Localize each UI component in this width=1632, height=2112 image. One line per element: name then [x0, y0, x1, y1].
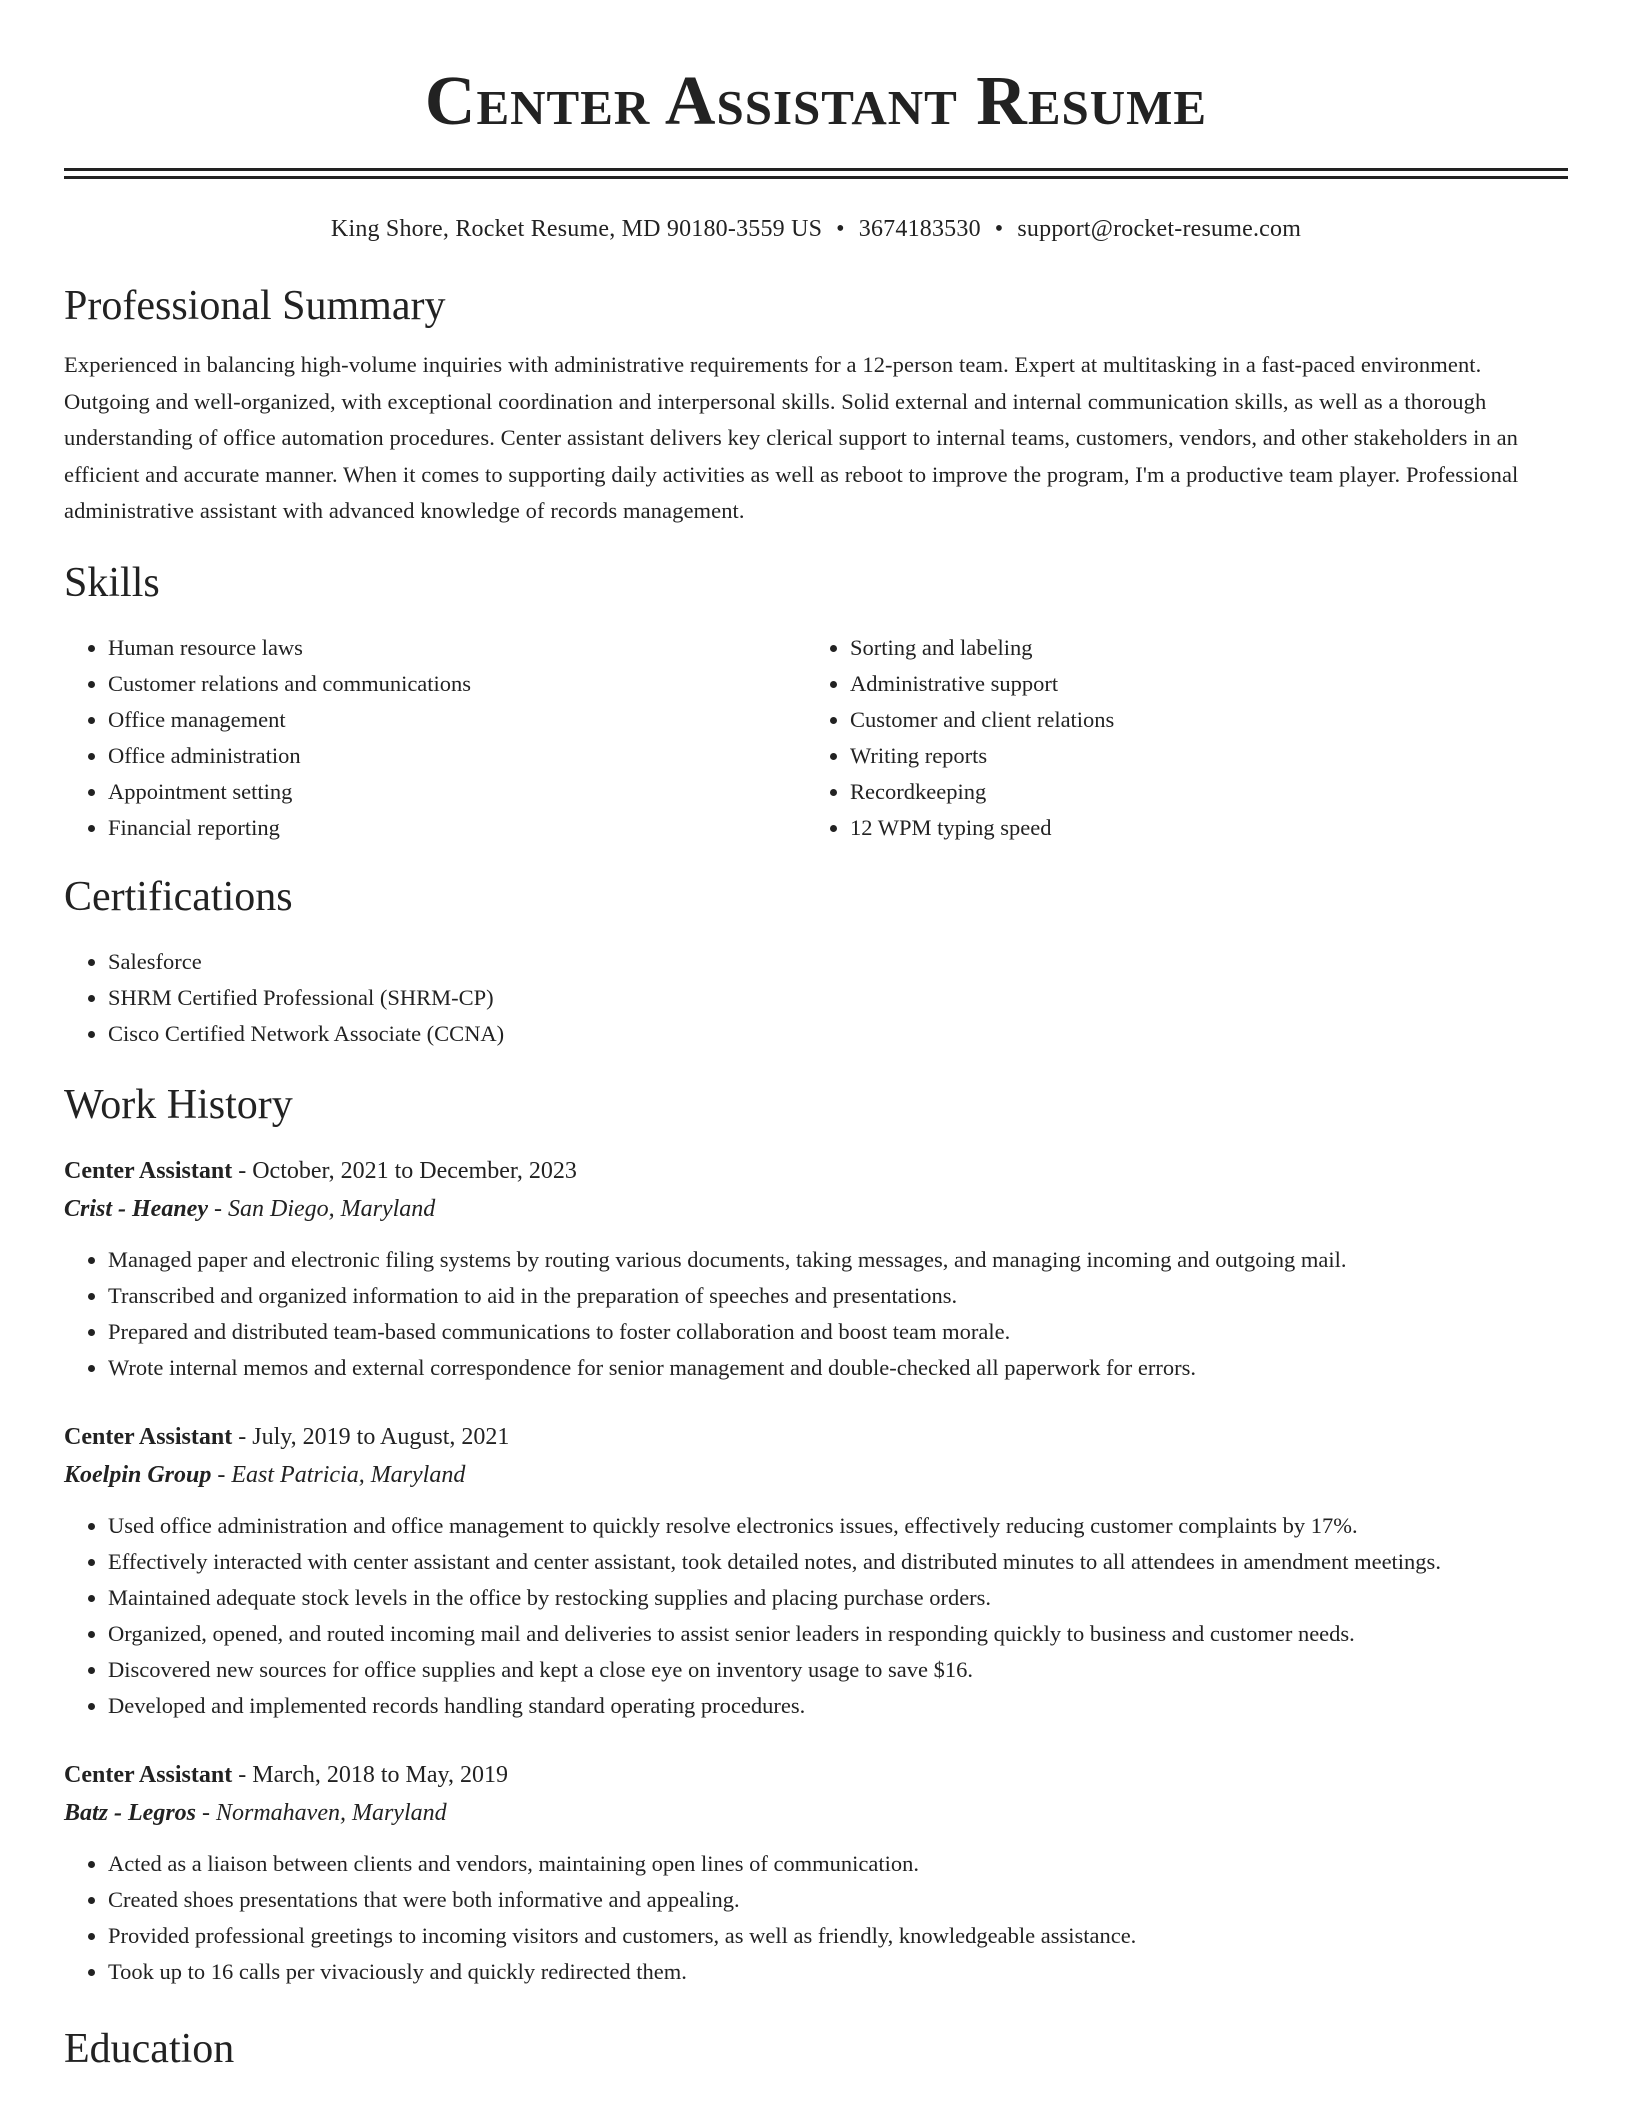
- list-item: • Human resource laws: [108, 630, 806, 666]
- list-item: • Transcribed and organized information to aid in the preparation of speeches and presentations.: [108, 1278, 1568, 1314]
- list-item: • Developed and implemented records handling standard operating procedures.: [108, 1688, 1568, 1724]
- resume-page: [64, 0, 1568, 2076]
- job-entry-1: [64, 1152, 1568, 1386]
- list-item: • Office management: [108, 702, 806, 738]
- job-company-line: [64, 1794, 1568, 1832]
- list-item: • 12 WPM typing speed: [850, 810, 1548, 846]
- list-item: • Customer and client relations: [850, 702, 1548, 738]
- skills-list-right: [806, 630, 1548, 846]
- job-location: - East Patricia, Maryland: [211, 1461, 466, 1488]
- contact-separator: •: [994, 216, 1004, 242]
- list-item: • Effectively interacted with center assistant and center assistant, took detailed notes, and distributed minutes to all attendees in amendment meetings.: [108, 1544, 1568, 1580]
- skills-heading: Skills: [64, 559, 160, 606]
- job-title-line: [64, 1152, 1568, 1190]
- contact-phone: 3674183530: [858, 216, 981, 242]
- list-item: • Sorting and labeling: [850, 630, 1548, 666]
- job-title: Center Assistant: [64, 1157, 233, 1184]
- list-item: • Cisco Certified Network Associate (CCNA): [108, 1016, 1568, 1052]
- list-item: • Used office administration and office management to quickly resolve electronics issues, effectively reducing customer complaints by 17%.: [108, 1508, 1568, 1544]
- summary-heading: Professional Summary: [64, 283, 446, 329]
- list-item: • Maintained adequate stock levels in the office by restocking supplies and placing purchase orders.: [108, 1580, 1568, 1616]
- job-title: Center Assistant: [64, 1423, 233, 1450]
- job-bullets: [64, 1846, 1568, 1990]
- certifications-heading: Certifications: [64, 873, 293, 920]
- list-item: • Writing reports: [850, 738, 1548, 774]
- job-dates: - March, 2018 to May, 2019: [232, 1761, 508, 1788]
- contact-address: King Shore, Rocket Resume, MD 90180-3559 US: [330, 216, 823, 242]
- contact-line: [64, 213, 1568, 245]
- job-title-line: [64, 1756, 1568, 1794]
- list-item: • Discovered new sources for office supplies and kept a close eye on inventory usage to save $16.: [108, 1652, 1568, 1688]
- list-item: • Prepared and distributed team-based communications to foster collaboration and boost team morale.: [108, 1314, 1568, 1350]
- job-entry-2: [64, 1418, 1568, 1724]
- job-title-line: [64, 1418, 1568, 1456]
- skills-columns: [64, 630, 1568, 846]
- contact-email: support@rocket-resume.com: [1017, 216, 1302, 242]
- list-item: • Managed paper and electronic filing systems by routing various documents, taking messages, and managing incoming and outgoing mail.: [108, 1242, 1568, 1278]
- list-item: • Office administration: [108, 738, 806, 774]
- job-dates: - October, 2021 to December, 2023: [232, 1157, 577, 1184]
- job-company-line: [64, 1190, 1568, 1228]
- list-item: • Wrote internal memos and external correspondence for senior management and double-checked all paperwork for errors.: [108, 1350, 1568, 1386]
- list-item: • Recordkeeping: [850, 774, 1548, 810]
- skills-list-left: [64, 630, 806, 846]
- list-item: • Salesforce: [108, 944, 1568, 980]
- education-heading: Education: [64, 2025, 235, 2072]
- work-history-heading: Work History: [64, 1081, 293, 1128]
- contact-separator: •: [836, 216, 845, 242]
- summary-text: Experienced in balancing high-volume inquiries with administrative requirements for a 12-person team. Expert at multitasking in a fast-paced environment. Outgoing and well-organized, with exceptional coordination and interpersonal skills. Solid external and internal communication skills, as well as a thorough understanding of office automation procedures. Center assistant delivers key clerical support to internal teams, customers, vendors, and other stakeholders in an efficient and accurate manner. When it comes to supporting daily activities as well as reboot to improve the program, I'm a productive team player. Professional administrative assistant with advanced knowledge of records management.: [64, 352, 1519, 523]
- list-item: • SHRM Certified Professional (SHRM-CP): [108, 980, 1568, 1016]
- job-company: Batz - Legros: [64, 1799, 196, 1826]
- job-entry-3: [64, 1756, 1568, 1990]
- resume-title: Center Assistant Resume: [424, 63, 1208, 140]
- job-company: Koelpin Group: [64, 1461, 212, 1488]
- job-location: - San Diego, Maryland: [208, 1195, 436, 1222]
- job-company-line: [64, 1456, 1568, 1494]
- title-double-rule: [64, 168, 1568, 179]
- skills-column-left: [64, 630, 806, 846]
- job-title: Center Assistant: [64, 1761, 233, 1788]
- certifications-list: [64, 944, 1568, 1052]
- job-dates: - July, 2019 to August, 2021: [232, 1423, 510, 1450]
- job-bullets: [64, 1508, 1568, 1724]
- job-bullets: [64, 1242, 1568, 1386]
- list-item: • Customer relations and communications: [108, 666, 806, 702]
- list-item: • Appointment setting: [108, 774, 806, 810]
- job-company: Crist - Heaney: [64, 1195, 208, 1222]
- list-item: • Financial reporting: [108, 810, 806, 846]
- job-location: - Normahaven, Maryland: [196, 1799, 447, 1826]
- list-item: • Created shoes presentations that were both informative and appealing.: [108, 1882, 1568, 1918]
- skills-column-right: [806, 630, 1548, 846]
- list-item: • Organized, opened, and routed incoming mail and deliveries to assist senior leaders in responding quickly to business and customer needs.: [108, 1616, 1568, 1652]
- list-item: • Provided professional greetings to incoming visitors and customers, as well as friendly, knowledgeable assistance.: [108, 1918, 1568, 1954]
- list-item: • Acted as a liaison between clients and vendors, maintaining open lines of communication.: [108, 1846, 1568, 1882]
- list-item: • Administrative support: [850, 666, 1548, 702]
- list-item: • Took up to 16 calls per vivaciously and quickly redirected them.: [108, 1954, 1568, 1990]
